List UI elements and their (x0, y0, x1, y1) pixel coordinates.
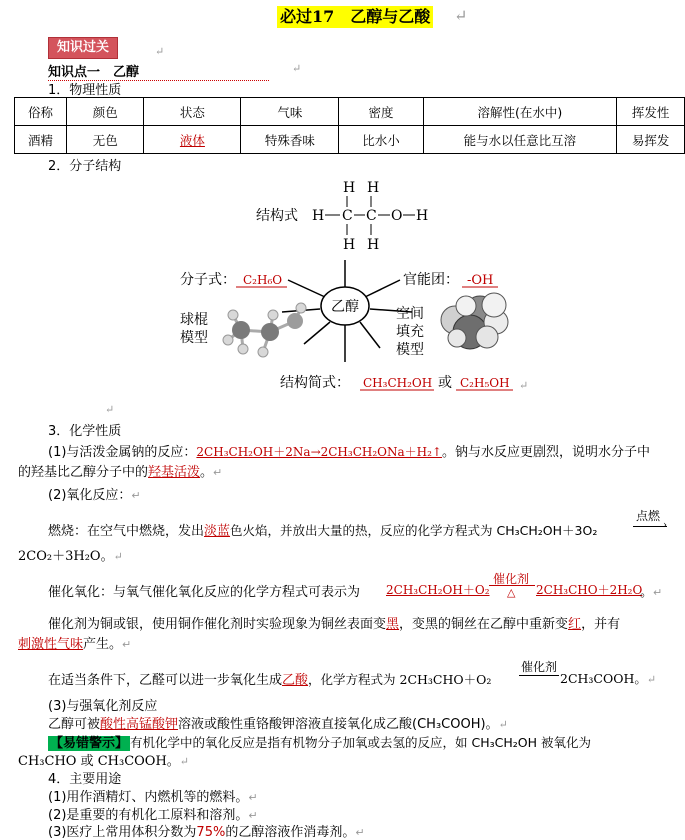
text: 2CO₂＋3H₂O。 (18, 549, 114, 564)
center-label: 乙醇 (331, 299, 359, 315)
atom-h: H (367, 180, 380, 196)
space-fill-model (441, 293, 508, 349)
paragraph: 2CH₃COOH。↵ (560, 671, 657, 686)
table-header-cell: 气味 (241, 98, 339, 126)
table-row (15, 126, 685, 154)
reaction-arrow (633, 526, 667, 527)
short-formula-label: 结构简式： (280, 375, 350, 391)
condition-label: △ (507, 586, 516, 599)
section-heading: 知识点一 乙醇 (48, 61, 269, 81)
paragraph: CH₃CHO 或 CH₃COOH。↵ (18, 754, 190, 769)
text: (3)医疗上常用体积分数为 (48, 825, 197, 840)
table-cell: 特殊香味 (241, 126, 339, 154)
spacefill-label: 填充 (396, 324, 424, 340)
section-badge: 知识过关 (48, 37, 118, 59)
text: 催化剂为铜或银，使用铜作催化剂时实验现象为铜丝表面变 (48, 617, 387, 632)
paragraph (48, 613, 620, 632)
return-mark: ↵ (454, 6, 468, 25)
formula-value: C₂H₆O (243, 273, 283, 287)
table-cell: 比水小 (339, 126, 423, 154)
condition-label: 催化剂 (521, 660, 558, 674)
equation: 2CH₃CH₂OH＋2Na→2CH₃CH₂ONa＋H₂↑ (196, 445, 442, 459)
return-mark: ↵ (519, 379, 529, 392)
text: ，并有 (581, 617, 621, 632)
structural-formula (312, 180, 428, 253)
structure-heading: 2．分子结构 (48, 159, 122, 174)
return-mark: ↵ (105, 403, 115, 416)
text: ，化学方程式为 2CH₃CHO＋O₂ (308, 672, 492, 687)
text: ，变黑的铜丝在乙醇中重新变 (399, 617, 569, 632)
table-cell: 酒精 (15, 126, 67, 154)
text: 溶液或酸性重铬酸钾溶液直接氧化成乙酸(CH₃COOH)。 (178, 717, 499, 732)
paragraph (48, 581, 360, 600)
ballstick-label: 球棍 (180, 312, 208, 328)
table-header-cell: 溶解性(在水中) (423, 98, 617, 126)
equation: 2CH₃CH₂OH＋O₂ (386, 583, 490, 597)
text: 2CH₃COOH。 (560, 671, 647, 686)
reaction-arrow (519, 675, 559, 676)
atom-h: H (312, 208, 325, 224)
functional-value: -OH (467, 273, 494, 288)
short-formula-value: C₂H₅OH (460, 376, 510, 390)
text: 。 (200, 465, 214, 480)
paragraph (48, 669, 491, 688)
atom-h: H (343, 180, 356, 196)
paragraph: 刺激性气味产生。↵ (18, 637, 132, 652)
condition-label: 催化剂 (493, 572, 530, 586)
text: 75% (196, 825, 226, 840)
uses-heading: 4．主要用途 (48, 772, 122, 787)
table-cell: 液体 (144, 126, 241, 154)
text: 淡蓝 (204, 524, 231, 539)
text: 。↵ (640, 585, 663, 600)
list-item: (1)用作酒精灯、内燃机等的燃料。↵ (48, 790, 258, 805)
short-formula-or: 或 (438, 375, 452, 391)
text: 的羟基比乙醇分子中的 (18, 465, 149, 480)
physical-heading: 1．物理性质 (48, 83, 122, 98)
equation: 2CH₃CHO＋2H₂O (536, 583, 643, 597)
text: (1)与活泼金属钠的反应： (48, 445, 197, 460)
paragraph: (3)与强氧化剂反应 (48, 699, 158, 714)
warning-paragraph (48, 732, 591, 751)
formula-label: 分子式： (180, 272, 236, 288)
paragraph: 的羟基比乙醇分子中的羟基活泼。↵ (18, 465, 223, 480)
table-header-cell: 挥发性 (617, 98, 685, 126)
atom-o: O (391, 208, 403, 224)
chemical-heading: 3．化学性质 (48, 424, 122, 439)
short-formula-value: CH₃CH₂OH (363, 376, 433, 390)
text: 的乙醇溶液作消毒剂。 (225, 825, 356, 840)
ballstick-label: 模型 (180, 330, 208, 346)
spacefill-label: 模型 (396, 342, 424, 358)
structural-label: 结构式 (256, 208, 298, 224)
table-header-row (15, 98, 685, 126)
text: 乙酸 (282, 673, 309, 688)
text: 酸性高锰酸钾 (100, 717, 179, 732)
arrow-head: › (663, 520, 667, 531)
atom-h: H (416, 208, 429, 224)
text: 刺激性气味 (18, 637, 84, 652)
text: 红 (568, 617, 582, 632)
paragraph: 2CO₂＋3H₂O。↵ (18, 549, 123, 564)
spacefill-label: 空间 (396, 306, 424, 322)
table-cell: 能与水以任意比互溶 (423, 126, 617, 154)
warning-label: 【易错警示】 (50, 736, 129, 751)
text: 黑 (386, 617, 400, 632)
paragraph (48, 520, 597, 539)
text: 产生。 (83, 637, 123, 652)
text: 色火焰，并放出大量的热，反应的化学方程式为 CH₃CH₂OH＋3O₂ (230, 523, 598, 538)
text: 羟基活泼 (148, 465, 201, 480)
table-header-cell: 密度 (339, 98, 423, 126)
text: 乙醇可被 (48, 717, 101, 732)
text: 在适当条件下，乙醛可以进一步氧化生成 (48, 673, 283, 688)
table-cell: 易挥发 (617, 126, 685, 154)
molecular-structure-diagram (170, 172, 530, 394)
page-title: 必过17 乙醇与乙酸 (277, 6, 433, 28)
table-header-cell: 俗称 (15, 98, 67, 126)
return-mark: ↵ (292, 62, 302, 75)
paragraph: (2)氧化反应：↵ (48, 488, 141, 503)
text: (2)氧化反应： (48, 488, 132, 503)
condition-label: 点燃 (636, 509, 661, 523)
text: 催化氧化：与氧气催化氧化反应的化学方程式可表示为 (48, 585, 361, 600)
list-item: (2)是重要的有机化工原料和溶剂。↵ (48, 808, 258, 823)
text: 燃烧：在空气中燃烧，发出 (48, 524, 205, 539)
functional-label: 官能团： (403, 272, 459, 288)
table-header-cell: 状态 (144, 98, 241, 126)
paragraph (48, 441, 650, 460)
paragraph: 乙醇可被酸性高锰酸钾溶液或酸性重铬酸钾溶液直接氧化成乙酸(CH₃COOH)。↵ (48, 717, 508, 732)
text: CH₃CHO 或 CH₃COOH。 (18, 754, 180, 769)
text: 有机化学中的氧化反应是指有机物分子加氧或去氢的反应，如 CH₃CH₂OH 被氧化为 (130, 735, 591, 750)
physical-properties-table (14, 97, 685, 154)
atom-c: C (366, 208, 377, 224)
text: 。钠与水反应更剧烈，说明水分子中 (442, 445, 651, 460)
atom-c: C (342, 208, 353, 224)
table-header-cell: 颜色 (67, 98, 144, 126)
return-mark: ↵ (155, 45, 165, 58)
atom-h: H (343, 237, 356, 253)
atom-h: H (367, 237, 380, 253)
list-item: (3)医疗上常用体积分数为75%的乙醇溶液作消毒剂。↵ (48, 825, 365, 840)
table-cell: 无色 (67, 126, 144, 154)
